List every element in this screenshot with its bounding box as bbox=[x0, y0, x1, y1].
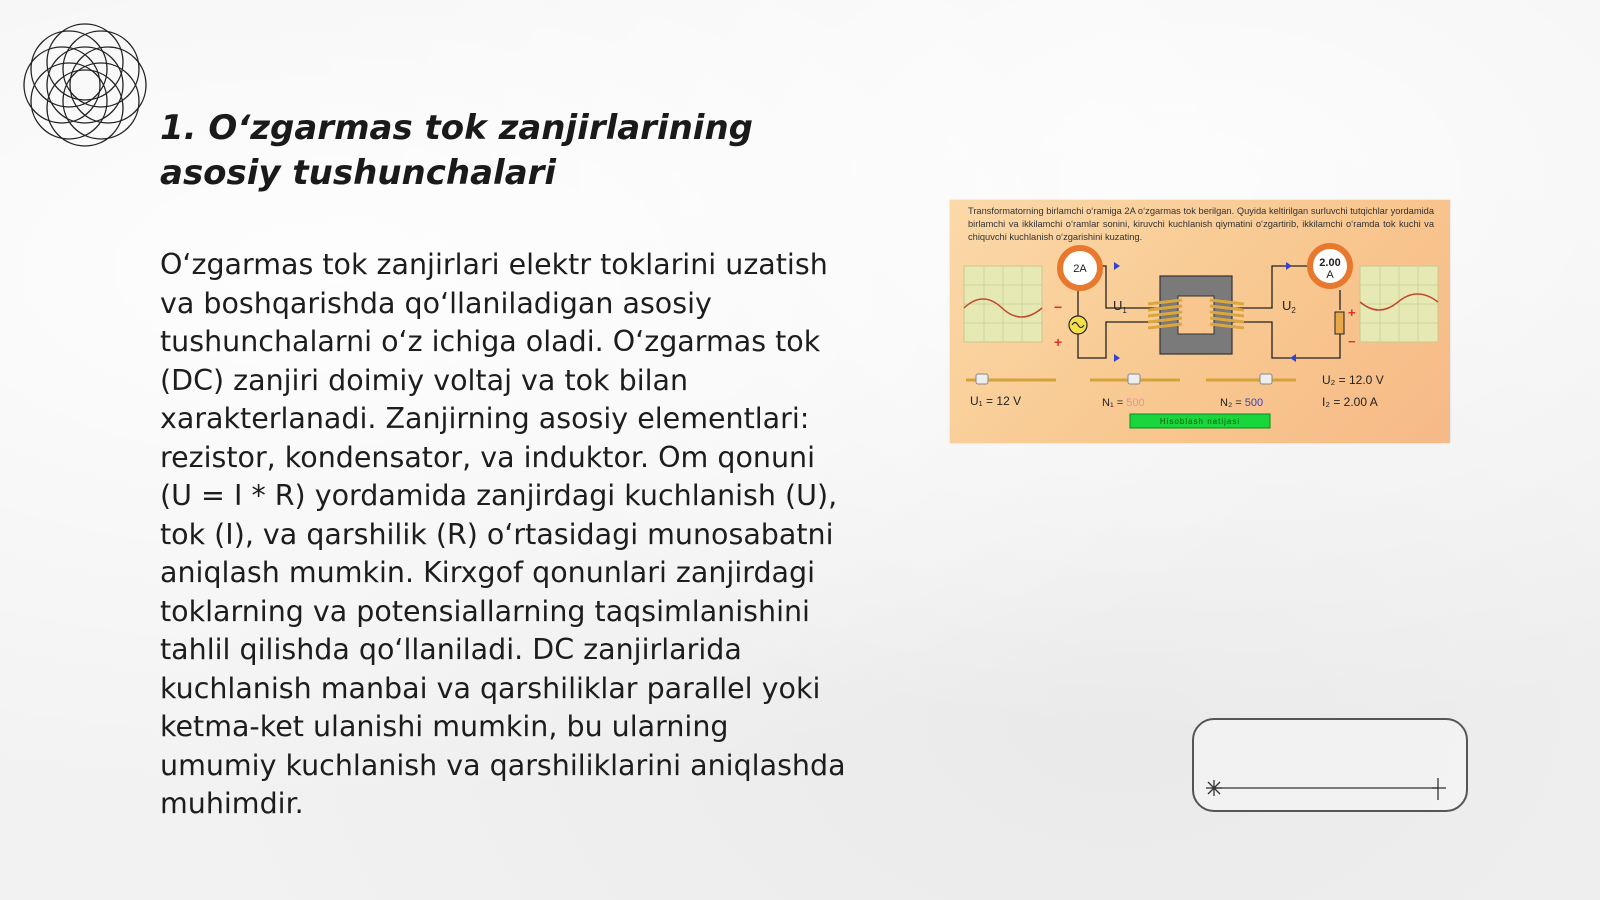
u1-label: $U_1$ bbox=[1113, 298, 1127, 315]
decorative-rounded-frame bbox=[1192, 718, 1468, 812]
resistor-icon bbox=[1335, 312, 1344, 334]
transformer-diagram bbox=[950, 200, 1450, 443]
transformer-simulation-figure bbox=[950, 200, 1450, 443]
slide-body-text: O‘zgarmas tok zanjirlari elektr toklarini uzatish va boshqarishda qo‘llaniladigan asosiy tushunchalarni o‘z ichiga oladi. O‘zgarmas tok (DC) zanjiri doimiy voltaj va tok bilan xarakterlanadi. Zanjirning asosiy elementlari: rezistor, kondensator, va induktor. Om qonuni (U = I * R) yordamida zanjirdagi kuchlanish (U), tok (I), va qarshilik (R) o‘rtasidagi munosabatni aniqlash mumkin. Kirxgof qonunlari zanjirdagi toklarning va potensiallarning taqsimlanishini tahlil qilishda qo‘llaniladi. DC zanjirlarida kuchlanish manbai va qarshiliklar parallel yoki ketma-ket ulanishi mumkin, bu ularning umumiy kuchlanish va qarshiliklarini aniqlashda muhimdir. bbox=[160, 248, 846, 820]
ammeter-left-value: 2A bbox=[1073, 263, 1087, 275]
minus-sign-right: − bbox=[1348, 334, 1356, 349]
ammeter-right-icon bbox=[1310, 246, 1350, 286]
calculate-button-label: Hisoblash natijasi bbox=[1159, 417, 1241, 426]
transformer-core-icon bbox=[1148, 276, 1244, 354]
ammeter-right-value: 2.00 bbox=[1319, 257, 1341, 269]
slider-n2[interactable] bbox=[1206, 374, 1296, 384]
slide-title: 1. O‘zgarmas tok zanjirlarining asosiy tushunchalari bbox=[160, 108, 754, 193]
slider-n1[interactable] bbox=[1090, 374, 1180, 384]
ammeter-left-icon bbox=[1060, 248, 1100, 288]
figure-description: Transformatorning birlamchi o‘ramiga 2A o‘zgarmas tok berilgan. Quyida keltirilgan surluvchi tutqichlar yordamida birlamchi va ikkilamchi o‘ramlar sonini, kiruvchi kuchlanish qiymatini o‘zgartirib, ikkilamchi o‘ramda tok kuchi va chiquvchi kuchlanish o‘zgarishini kuzating. bbox=[968, 206, 1434, 242]
u2-readout: U₂ = 12.0 V bbox=[1322, 373, 1384, 387]
calculate-result-button[interactable] bbox=[1130, 414, 1270, 428]
slider-n2-label: N₂ = 500 bbox=[1220, 397, 1264, 409]
plus-sign-right: + bbox=[1348, 305, 1356, 320]
slider-u1-label: U₁ = 12 V bbox=[970, 394, 1022, 408]
input-oscilloscope-icon bbox=[964, 266, 1042, 342]
u2-label: $U_2$ bbox=[1282, 298, 1296, 315]
output-oscilloscope-icon bbox=[1360, 266, 1438, 342]
circles-logo-icon bbox=[10, 10, 160, 160]
slider-n1-label: N₁ = 500 bbox=[1102, 397, 1145, 409]
i2-readout: I₂ = 2.00 A bbox=[1322, 395, 1378, 409]
minus-sign-left: − bbox=[1054, 299, 1063, 315]
ammeter-right-unit: A bbox=[1326, 269, 1334, 281]
plus-sign-left: + bbox=[1054, 334, 1063, 350]
slider-u1[interactable] bbox=[966, 374, 1056, 384]
